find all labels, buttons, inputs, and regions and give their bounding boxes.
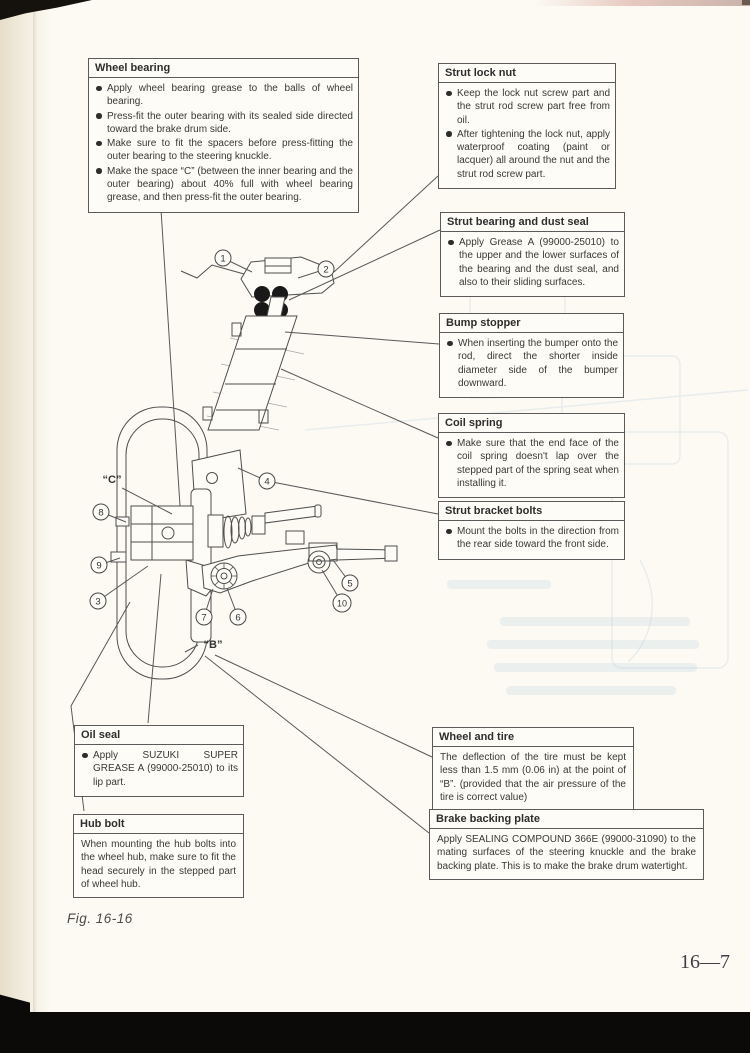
scan-edge-bottom-bar <box>0 1012 750 1053</box>
callout-hub-bolt <box>73 814 244 898</box>
instruction-text: When mounting the hub bolts into the wheel hub, make sure to fit the head securely in the stepped part of wheel hub. <box>81 839 236 890</box>
callout-title: Wheel bearing <box>89 59 358 78</box>
instruction-text: Make sure that the end face of the coil spring doesn't lap over the stepped part of the spring seat when installing it. <box>457 438 619 489</box>
instruction-text: The deflection of the tire must be kept less than 1.5 mm (0.06 in) at the point of “B”. (provided that the air pressure of the tire is correct value) <box>440 752 626 803</box>
bleed-through-text-ghost <box>447 580 699 695</box>
callout-wheel-bearing <box>88 58 359 213</box>
instruction-bullet <box>94 165 353 205</box>
instruction-bullet <box>445 337 618 390</box>
leader-coil-spring <box>281 369 438 438</box>
bullet-dot-icon <box>94 137 107 164</box>
callout-title: Strut bracket bolts <box>439 502 624 521</box>
callout-title: Oil seal <box>75 726 243 745</box>
callout-marker-3 <box>90 593 106 609</box>
bullet-dot-icon <box>446 236 459 289</box>
bracket-bolt-hole <box>207 473 218 484</box>
instruction-text: When inserting the bumper onto the rod, direct the shorter inside diameter side of the bumper downward. <box>458 338 618 389</box>
hub-center <box>162 527 174 539</box>
bullet-dot-icon <box>94 110 107 137</box>
svg-text:5: 5 <box>347 578 353 590</box>
bullet-dot-icon <box>444 525 457 552</box>
instruction-text: Apply wheel bearing grease to the balls of wheel bearing. <box>107 83 353 108</box>
callout-brake-backing-plate <box>429 809 704 880</box>
instruction-bullet <box>94 137 353 164</box>
callout-wheel-and-tire <box>432 727 634 811</box>
callout-body <box>439 521 624 559</box>
bullet-dot-icon <box>94 165 107 205</box>
callout-title: Brake backing plate <box>430 810 703 829</box>
instruction-text: Apply Grease A (99000-25010) to the upper and the lower surfaces of the bearing and the dust seal, and also to their sliding surfaces. <box>459 237 619 288</box>
leader-callout-3 <box>98 566 148 601</box>
svg-text:10: 10 <box>336 598 348 609</box>
instruction-bullet <box>444 437 619 490</box>
scan-edge-nick <box>742 0 750 5</box>
callout-marker-5 <box>342 575 358 591</box>
svg-text:3: 3 <box>95 596 101 608</box>
callout-strut-lock-nut <box>438 63 616 189</box>
label-c: “C” <box>102 474 122 486</box>
instruction-bullet <box>444 87 610 127</box>
bullet-dot-icon <box>444 128 457 181</box>
callout-title: Strut lock nut <box>439 64 615 83</box>
instruction-bullet <box>94 110 353 137</box>
callout-bump-stopper <box>439 313 624 398</box>
leader-b-label <box>185 645 198 652</box>
figure-caption: Fig. 16-16 <box>67 911 133 926</box>
spring-seat-lug <box>203 407 212 420</box>
callout-strut-bracket-bolts <box>438 501 625 560</box>
arm-bushing-small <box>308 551 330 573</box>
instruction-text: Mount the bolts in the direction from the rear side toward the front side. <box>457 526 619 551</box>
axle-shaft <box>265 506 318 523</box>
callout-marker-1 <box>215 250 231 266</box>
instruction-bullet <box>446 236 619 289</box>
instruction-text: Press-fit the outer bearing with its sealed side directed toward the brake drum side. <box>107 110 353 135</box>
label-b: “B” <box>203 639 223 651</box>
callout-title: Wheel and tire <box>433 728 633 747</box>
brake-hose-wire <box>181 265 244 278</box>
callout-body <box>430 829 703 879</box>
instruction-bullet <box>80 749 238 789</box>
leader-bump-stopper <box>285 332 439 344</box>
svg-text:7: 7 <box>201 612 207 624</box>
instruction-text: Make sure to fit the spacers before press-fitting the outer bearing to the steering knuckle. <box>107 138 353 163</box>
bullet-dot-icon <box>444 437 457 490</box>
callout-marker-4 <box>259 473 275 489</box>
instruction-bullet <box>94 82 353 109</box>
svg-text:2: 2 <box>323 264 329 276</box>
instruction-text: Keep the lock nut screw part and the strut rod screw part free from oil. <box>457 88 610 126</box>
callout-oil-seal <box>74 725 244 797</box>
callout-title: Bump stopper <box>440 314 623 333</box>
svg-text:4: 4 <box>264 476 270 488</box>
svg-text:1: 1 <box>220 253 226 265</box>
instruction-text: Apply SEALING COMPOUND 366E (99000-31090) to the mating surfaces of the steering knuckle and the brake backing plate. This is to make the brake drum watertight. <box>437 834 696 872</box>
strut-tube <box>208 316 297 430</box>
svg-text:8: 8 <box>98 507 104 519</box>
callout-marker-2 <box>318 261 334 277</box>
callout-body <box>433 747 633 810</box>
callout-title: Strut bearing and dust seal <box>441 213 624 232</box>
callout-body <box>440 333 623 397</box>
callout-body <box>439 433 624 497</box>
svg-text:6: 6 <box>235 612 241 624</box>
bullet-dot-icon <box>445 337 458 390</box>
leader-wheel-bearing <box>160 194 180 506</box>
scan-edge-top-right <box>535 0 750 6</box>
bullet-dot-icon <box>94 82 107 109</box>
bullet-dot-icon <box>444 87 457 127</box>
callout-title: Hub bolt <box>74 815 243 834</box>
callout-body <box>89 78 358 212</box>
callout-marker-6 <box>230 609 246 625</box>
cv-boot-rib <box>239 517 246 539</box>
callout-marker-10 <box>333 594 351 612</box>
leader-oil-seal <box>148 574 161 723</box>
instruction-text: After tightening the lock nut, apply waterproof coating (paint or lacquer) all around the nut and the strut rod screw part. <box>457 128 610 180</box>
page-number: 16—7 <box>680 951 730 973</box>
callout-marker-8 <box>93 504 109 520</box>
callout-strut-bearing <box>440 212 625 297</box>
instruction-text: Make the space “C” (between the inner bearing and the outer bearing) about 40% full with wheel bearing grease, and then press-fit the outer bearing. <box>107 165 353 204</box>
bullet-dot-icon <box>80 749 93 789</box>
svg-text:9: 9 <box>96 560 102 572</box>
callout-title: Coil spring <box>439 414 624 433</box>
callout-body <box>439 83 615 188</box>
callout-body <box>74 834 243 897</box>
leader-wheel-and-tire <box>215 655 432 757</box>
callout-marker-9 <box>91 557 107 573</box>
instruction-text: Apply SUZUKI SUPER GREASE A (99000-25010) to its lip part. <box>93 750 238 788</box>
instruction-bullet <box>444 128 610 181</box>
callout-body <box>441 232 624 296</box>
callout-coil-spring <box>438 413 625 498</box>
instruction-bullet <box>444 525 619 552</box>
callout-marker-7 <box>196 609 212 625</box>
strut-assembly <box>181 257 334 522</box>
callout-body <box>75 745 243 796</box>
